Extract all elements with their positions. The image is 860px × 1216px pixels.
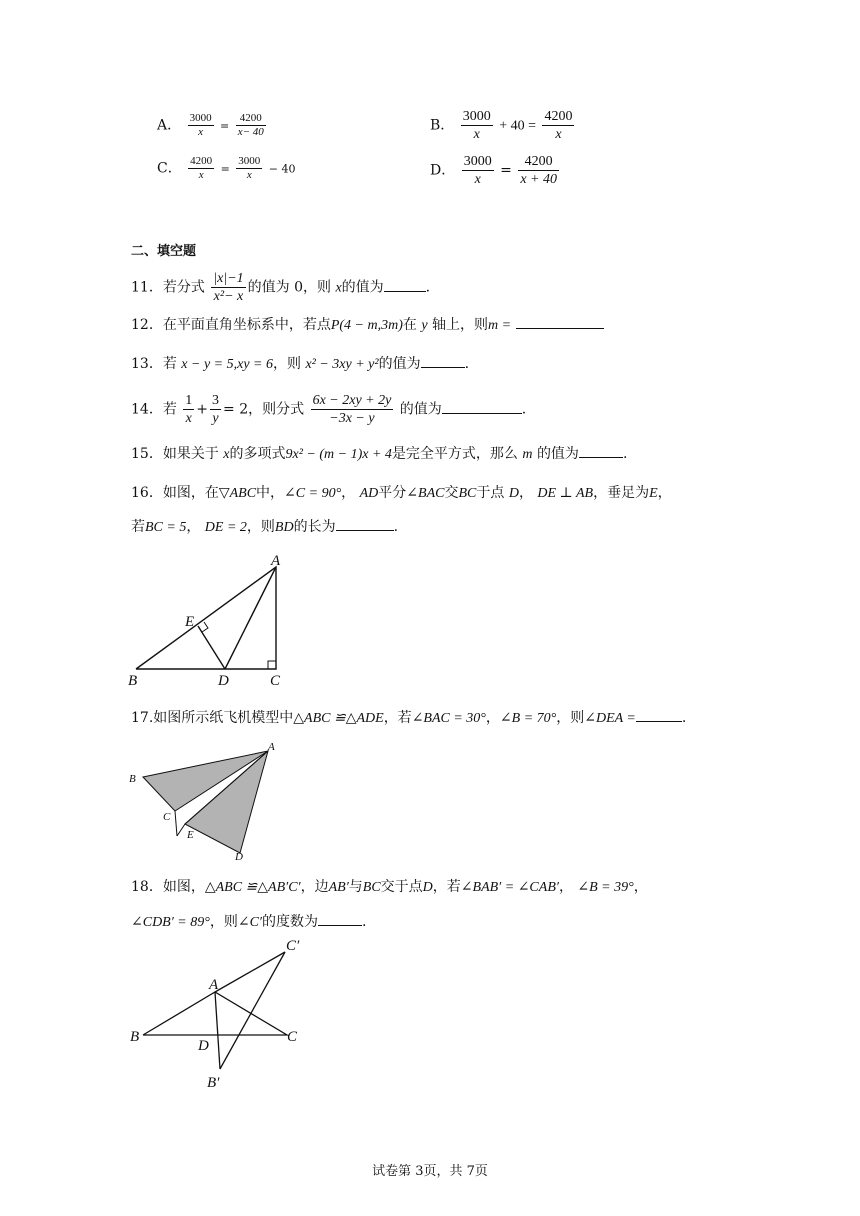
q14-answer-blank[interactable] bbox=[442, 399, 522, 414]
q15-number: 15． bbox=[131, 446, 163, 462]
q16-bc-value: BC = 5 bbox=[145, 520, 187, 535]
q18-line2-text: ，则 bbox=[209, 914, 238, 930]
q18-label-a: A bbox=[209, 977, 219, 993]
q18-text: 如图， bbox=[162, 879, 205, 895]
q18-congruence: △ABC ≌△AB′C′ bbox=[204, 880, 301, 895]
q13-period: . bbox=[464, 356, 470, 372]
q13-condition: x − y = 5,xy = 6 bbox=[181, 357, 273, 372]
q16-segment-de bbox=[198, 626, 225, 669]
option-a-fraction-left: $\frac{3000}{x}$ bbox=[189, 112, 212, 138]
q17-fold-c bbox=[175, 811, 177, 836]
q16-text-9: ， bbox=[657, 485, 672, 501]
q17-angle-dea: ∠DEA = bbox=[584, 711, 636, 726]
q18-text-5: ，若 bbox=[432, 879, 461, 895]
question-12 bbox=[131, 314, 604, 336]
q18-angle-equality: ∠BAB′ = ∠CAB′ bbox=[460, 880, 559, 895]
option-a-fraction-right: $\frac{4200}{x- 40}$ bbox=[237, 112, 264, 138]
option-b-letter: B． bbox=[430, 117, 455, 134]
q14-fraction-2: $\frac{3}{y}$ bbox=[212, 393, 220, 426]
q16-text-2: 中， bbox=[256, 485, 285, 501]
q14-plus: + bbox=[196, 401, 209, 418]
option-d bbox=[430, 153, 561, 188]
option-c-fraction-right: $\frac{3000}{x}$ bbox=[238, 155, 261, 181]
question-18-line-2 bbox=[131, 911, 366, 933]
q18-label-c-prime: C′ bbox=[286, 938, 300, 954]
q18-text-2: ，边 bbox=[300, 879, 329, 895]
q12-text-2: 在 bbox=[402, 317, 417, 333]
q11-period: . bbox=[425, 279, 431, 296]
q16-line2-text-3: ，则 bbox=[246, 519, 275, 535]
option-c-fraction-left: $\frac{4200}{x}$ bbox=[190, 155, 213, 181]
q16-triangle: ▽ABC bbox=[218, 486, 257, 501]
q14-period: . bbox=[521, 401, 527, 418]
option-c-tail: − 40 bbox=[268, 162, 296, 176]
question-18-line-1 bbox=[131, 877, 648, 898]
q14-text-2: ，则分式 bbox=[248, 401, 305, 418]
q18-line2-text-2: 的度数为 bbox=[261, 914, 318, 930]
option-b bbox=[430, 108, 576, 143]
q15-text: 如果关于 bbox=[162, 446, 219, 462]
q13-answer-blank[interactable] bbox=[421, 353, 465, 368]
q12-axis: y bbox=[421, 318, 428, 333]
q12-number: 12． bbox=[131, 317, 163, 333]
q18-figure bbox=[125, 936, 315, 1096]
q16-number: 16． bbox=[131, 485, 163, 501]
q14-fraction-3: $\frac{6x - 2xy + 2y}{-3x - y}$ bbox=[312, 393, 392, 426]
question-14 bbox=[131, 392, 526, 427]
q16-de-value: DE = 2 bbox=[204, 520, 247, 535]
q18-text-3: 与 bbox=[348, 879, 363, 895]
q18-angle-cdb: ∠CDB′ = 89° bbox=[131, 915, 210, 930]
q12-var: m = bbox=[488, 318, 512, 333]
option-d-equals: = bbox=[500, 162, 512, 179]
q12-point: P(4 − m,3m) bbox=[330, 318, 403, 333]
q11-fraction: $\frac{|x|-1}{\text{x²− x}}$ bbox=[213, 271, 244, 304]
q13-text-3: 的值为 bbox=[378, 356, 421, 372]
q17-label-b: B bbox=[129, 773, 136, 785]
q16-text-5: 交 bbox=[444, 485, 459, 501]
q17-number: 17. bbox=[131, 710, 154, 726]
q11-var: x bbox=[335, 280, 342, 296]
section-title: 二、填空题 bbox=[131, 244, 197, 259]
q18-angle-c-prime: ∠C′ bbox=[237, 915, 262, 930]
q17-answer-blank[interactable] bbox=[636, 707, 682, 722]
q17-period: . bbox=[681, 710, 687, 726]
option-d-letter: D． bbox=[430, 162, 456, 179]
q17-label-e: E bbox=[187, 829, 194, 841]
q16-line2-text-2: ， bbox=[186, 519, 201, 535]
q18-angle-b: ∠B = 39° bbox=[577, 880, 634, 895]
q16-angle-bac: ∠BAC bbox=[406, 486, 445, 501]
option-d-fraction-left: $\frac{3000}{x}$ bbox=[463, 154, 492, 187]
q16-label-c: C bbox=[270, 673, 281, 688]
question-16-line-1 bbox=[131, 483, 672, 504]
q17-text-2: ，若 bbox=[383, 710, 412, 726]
q14-text-3: 的值为 bbox=[399, 401, 442, 418]
q16-text: 如图，在 bbox=[162, 485, 219, 501]
q16-text-8: ，垂足为 bbox=[593, 485, 650, 501]
q17-text-3: ， bbox=[485, 710, 500, 726]
q13-expression: x² − 3xy + y² bbox=[305, 357, 379, 372]
question-16-line-2 bbox=[131, 516, 398, 538]
q18-text-4: 交于点 bbox=[380, 879, 423, 895]
question-15 bbox=[131, 443, 627, 465]
q18-label-c: C bbox=[287, 1029, 298, 1045]
q12-text-3: 轴上，则 bbox=[432, 317, 488, 333]
q11-answer-blank[interactable] bbox=[384, 277, 426, 292]
question-11 bbox=[131, 270, 430, 305]
q14-number: 14． bbox=[131, 401, 163, 418]
q16-label-b: B bbox=[128, 673, 138, 688]
q14-text: 若 bbox=[162, 401, 177, 418]
q14-fraction-1: $\frac{1}{x}$ bbox=[185, 393, 193, 426]
q16-bd: BD bbox=[274, 520, 294, 535]
q17-label-d: D bbox=[235, 851, 243, 863]
q15-answer-blank[interactable] bbox=[579, 443, 623, 458]
q16-bc: BC bbox=[458, 486, 477, 501]
option-b-fraction-right: $\frac{4200}{x}$ bbox=[544, 109, 573, 142]
q18-label-d: D bbox=[198, 1038, 209, 1054]
q15-expression: 9x² − (m − 1)x + 4 bbox=[285, 447, 392, 462]
q17-text: 如图所示纸飞机模型中 bbox=[153, 710, 294, 726]
q18-segment-c-prime-b-prime bbox=[220, 952, 285, 1069]
option-c-letter: C． bbox=[157, 160, 182, 177]
q18-text-7: ， bbox=[633, 879, 648, 895]
q16-line2-text: 若 bbox=[131, 519, 145, 535]
q18-label-b: B bbox=[130, 1029, 140, 1045]
q17-text-4: ，则 bbox=[556, 710, 585, 726]
q18-text-6: ， bbox=[558, 879, 573, 895]
q16-e: E bbox=[649, 486, 658, 501]
q13-text: 若 bbox=[162, 356, 177, 372]
q16-text-7: ， bbox=[518, 485, 533, 501]
q16-segment-ad bbox=[225, 567, 276, 669]
option-a-letter: A． bbox=[157, 117, 182, 134]
q16-label-d: D bbox=[218, 673, 229, 688]
q11-text-3: 的值为 bbox=[341, 279, 384, 296]
q16-text-4: 平分 bbox=[378, 485, 407, 501]
page-footer: 试卷第 3页，共 7页 bbox=[372, 1164, 488, 1179]
q13-text-2: ，则 bbox=[272, 356, 301, 372]
q17-congruence: △ABC ≌△ADE bbox=[293, 711, 384, 726]
q17-figure bbox=[125, 738, 285, 868]
q16-d: D bbox=[508, 486, 519, 501]
q18-number: 18． bbox=[131, 879, 163, 895]
q16-label-a: A bbox=[271, 553, 281, 569]
q18-label-b-prime: B′ bbox=[207, 1075, 220, 1091]
q15-var: x bbox=[223, 447, 230, 462]
q16-period: . bbox=[393, 519, 399, 535]
q15-period: . bbox=[622, 446, 628, 462]
q18-segment-ab-prime bbox=[215, 992, 220, 1069]
q17-label-a: A bbox=[268, 741, 275, 753]
q13-number: 13． bbox=[131, 356, 163, 372]
q12-answer-blank[interactable] bbox=[516, 314, 604, 329]
q15-text-2: 的多项式 bbox=[229, 446, 286, 462]
q16-figure bbox=[125, 552, 295, 688]
q18-ab-prime: AB′ bbox=[328, 880, 349, 895]
q16-line2-text-4: 的长为 bbox=[293, 519, 336, 535]
q16-ad: AD bbox=[359, 486, 379, 501]
q16-right-angle-e bbox=[202, 622, 208, 632]
q12-text: 在平面直角坐标系中，若点 bbox=[162, 317, 331, 333]
option-c bbox=[157, 155, 295, 182]
q18-d: D bbox=[422, 880, 433, 895]
q18-period: . bbox=[361, 914, 367, 930]
q11-text: 若分式 bbox=[162, 279, 205, 296]
q17-label-c: C bbox=[163, 811, 171, 823]
q16-angle-c: ∠C = 90° bbox=[284, 486, 342, 501]
q18-answer-blank[interactable] bbox=[318, 911, 362, 926]
q16-label-e: E bbox=[185, 614, 195, 630]
q18-bc: BC bbox=[362, 880, 381, 895]
q16-right-angle-c bbox=[268, 661, 276, 669]
q14-equals: = 2 bbox=[223, 401, 249, 418]
q15-text-3: 是完全平方式，那么 bbox=[391, 446, 518, 462]
option-a-equals: = bbox=[220, 119, 230, 133]
q17-fold-e bbox=[177, 824, 185, 836]
option-d-fraction-right: $\frac{4200}{x + 40}$ bbox=[520, 154, 557, 187]
option-a bbox=[157, 112, 268, 139]
q15-text-4: 的值为 bbox=[536, 446, 579, 462]
q16-text-6: 于点 bbox=[476, 485, 505, 501]
question-13 bbox=[131, 353, 469, 375]
question-17 bbox=[131, 707, 686, 729]
option-b-fraction-left: $\frac{3000}{x}$ bbox=[462, 109, 491, 142]
q16-text-3: ， bbox=[341, 485, 356, 501]
q17-angle-bac: ∠BAC = 30° bbox=[411, 711, 486, 726]
q17-angle-b: ∠B = 70° bbox=[499, 711, 557, 726]
q11-number: 11． bbox=[131, 279, 163, 296]
q11-text-2: 的值为 0，则 bbox=[247, 279, 331, 296]
q16-triangle-abc bbox=[136, 567, 276, 669]
option-b-middle: + 40 = bbox=[499, 118, 536, 134]
option-c-equals: = bbox=[220, 162, 230, 176]
q16-answer-blank[interactable] bbox=[336, 516, 394, 531]
q15-var-2: m bbox=[522, 447, 533, 462]
q16-de-perp: DE ⊥ AB bbox=[537, 486, 594, 501]
